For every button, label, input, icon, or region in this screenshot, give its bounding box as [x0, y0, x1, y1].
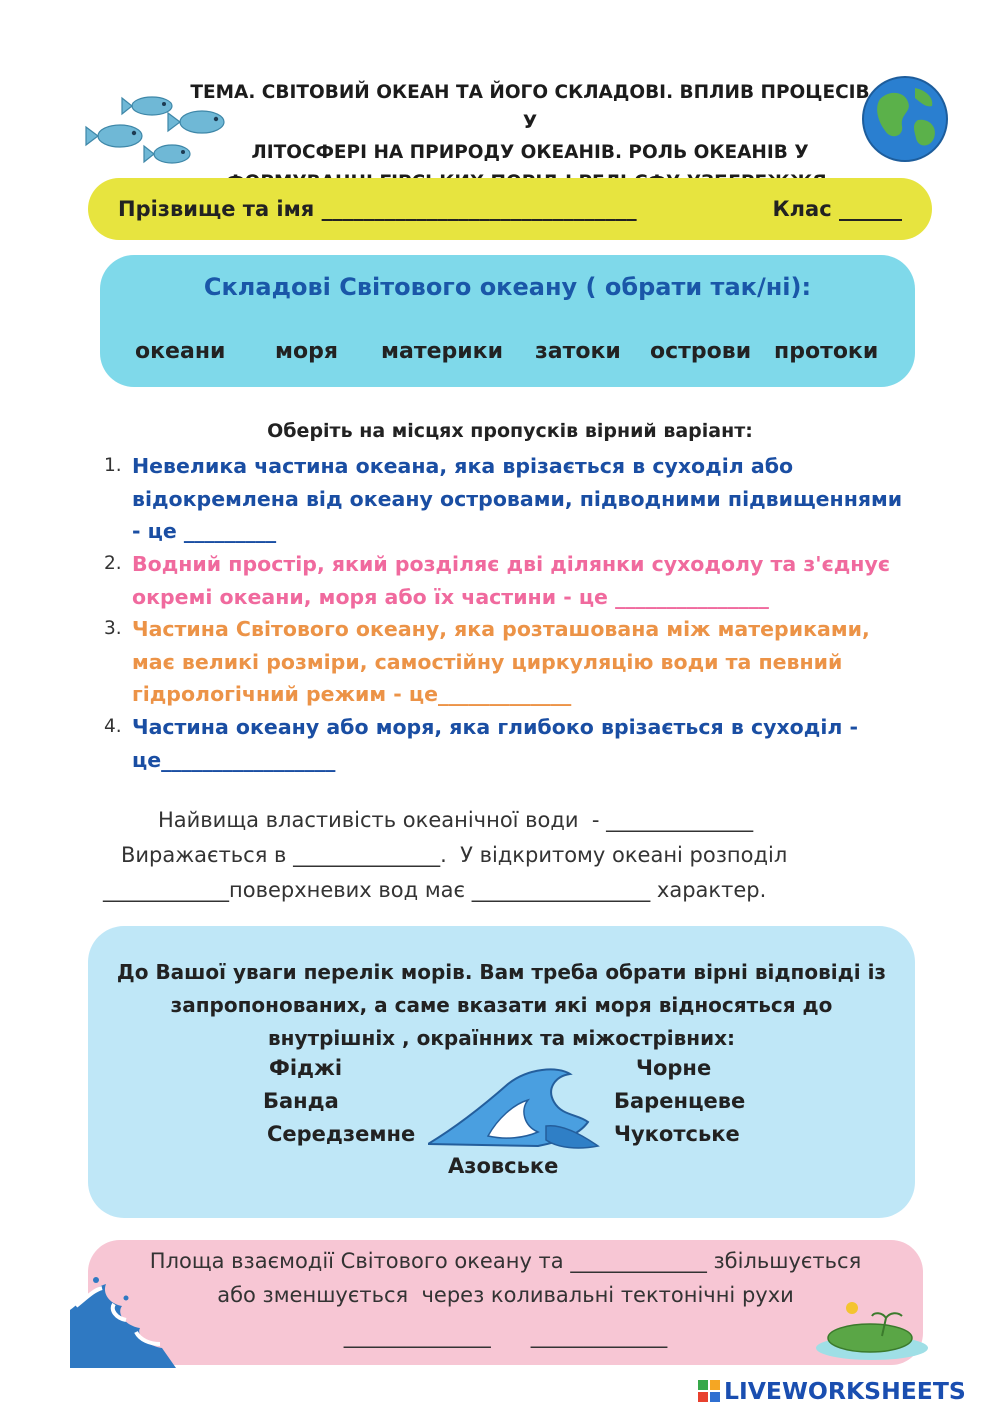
instruction-line: До Вашої уваги перелік морів. Вам треба обрати вірні відповіді із [116, 960, 887, 984]
property-line-2[interactable]: Виражається в ______________. У відкритому океані розподіл [121, 843, 788, 867]
area-answer-blanks[interactable]: ______________ _____________ [343, 1324, 668, 1348]
question-line: Невелика частина океана, яка врізається в суходіл або [132, 454, 794, 478]
area-line-1[interactable]: Площа взаємодії Світового океану та _____________ збільшується [149, 1249, 862, 1273]
area-line-2: або зменшується через коливальні тектонічні рухи [217, 1283, 794, 1307]
seas-box [88, 926, 915, 1218]
interaction-area-box [88, 1240, 923, 1365]
question-line: відокремлена від океану островами, підводними підвищеннями [132, 486, 903, 511]
question-1 [104, 450, 954, 548]
option-oceans[interactable]: океани [135, 339, 226, 364]
island-icon [812, 1300, 932, 1362]
sea-fiji[interactable]: Фіджі [269, 1056, 343, 1080]
sea-black[interactable]: Чорне [636, 1056, 712, 1080]
seas-instruction [88, 956, 915, 1055]
instruction-line: запропонованих, а саме вказати які моря відносяться до [170, 993, 833, 1017]
splash-wave-icon [66, 1270, 176, 1368]
name-field[interactable]: Прізвище та імя ______________________________ [118, 197, 637, 221]
option-bays[interactable]: затоки [535, 339, 621, 364]
question-number: 3. [104, 618, 122, 639]
class-field[interactable]: Клас ______ [772, 197, 902, 221]
sea-chukchi[interactable]: Чукотське [614, 1122, 740, 1146]
question-line: Частина океану або моря, яка глибоко врізається в суходіл - [132, 715, 859, 739]
question-line: Частина Світового океану, яка розташована між материками, [132, 617, 870, 641]
components-title: Складові Світового океану ( обрати так/ні): [203, 273, 812, 301]
sea-mediterranean[interactable]: Середземне [267, 1122, 416, 1146]
sea-banda[interactable]: Банда [263, 1089, 339, 1113]
option-straits[interactable]: протоки [774, 339, 879, 364]
property-line-3[interactable]: ____________поверхневих вод має _________________ характер. [103, 878, 767, 902]
question-answer-blank[interactable]: це_________________ [132, 747, 336, 772]
title-line: ЛІТОСФЕРІ НА ПРИРОДУ ОКЕАНІВ. РОЛЬ ОКЕАНІВ У [251, 142, 809, 163]
instruction-line: внутрішніх , окраїнних та міжострівних: [267, 1026, 735, 1050]
liveworksheets-logo-icon [698, 1380, 720, 1402]
option-islands[interactable]: острови [650, 339, 752, 364]
question-2 [104, 548, 954, 613]
sea-barents[interactable]: Баренцеве [614, 1089, 746, 1113]
question-answer-blank[interactable]: окремі океани, моря або їх частини - це _______________ [132, 584, 769, 609]
liveworksheets-brand[interactable]: LIVEWORKSHEETS [724, 1377, 966, 1405]
wave-icon [428, 1066, 603, 1161]
question-3 [104, 613, 954, 711]
question-answer-blank[interactable]: - це _________ [132, 519, 277, 544]
globe-icon [860, 74, 950, 164]
question-line: має великі розміри, самостійну циркуляцію води та певний [132, 649, 843, 674]
question-number: 4. [104, 716, 122, 737]
property-line-1[interactable]: Найвища властивість океанічної води - ______________ [158, 808, 754, 832]
footer-brand [698, 1376, 966, 1406]
title-line: ТЕМА. СВІТОВИЙ ОКЕАН ТА ЙОГО СКЛАДОВІ. ВПЛИВ ПРОЦЕСІВ У [190, 82, 870, 133]
name-class-bar [88, 178, 932, 240]
question-number: 2. [104, 553, 122, 574]
question-number: 1. [104, 455, 122, 476]
sea-azov[interactable]: Азовське [448, 1154, 559, 1178]
option-seas[interactable]: моря [275, 339, 338, 364]
question-line: Водний простір, який розділяє дві ділянки суходолу та з'єднує [132, 552, 890, 576]
option-continents[interactable]: материки [381, 339, 504, 364]
question-answer-blank[interactable]: гідрологічний режим - це_____________ [132, 682, 572, 707]
question-4 [104, 711, 954, 776]
fill-instruction: Оберіть на місцях пропусків вірний варіант: [267, 420, 753, 442]
ocean-components-box [100, 255, 915, 387]
